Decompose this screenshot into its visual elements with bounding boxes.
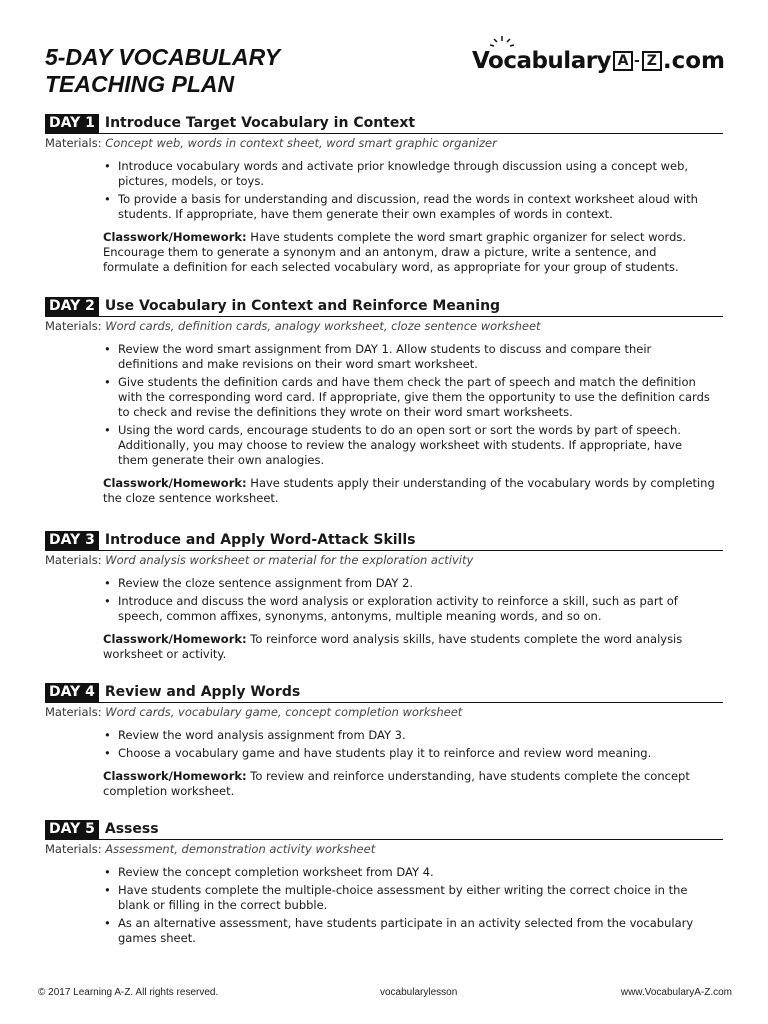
activity-list bbox=[103, 342, 715, 468]
classwork-homework bbox=[103, 230, 715, 275]
materials-line bbox=[45, 705, 723, 719]
classwork-text: To review and reinforce understanding, have students complete the concept completion worksheet. bbox=[103, 769, 690, 798]
day-badge: DAY 4 bbox=[45, 683, 99, 702]
day-2-section bbox=[45, 297, 723, 506]
logo-block-a-icon: A bbox=[613, 51, 633, 71]
day-title: Introduce and Apply Word-Attack Skills bbox=[104, 532, 416, 548]
classwork-label: Classwork/Homework: bbox=[103, 632, 247, 646]
day-title: Use Vocabulary in Context and Reinforce Meaning bbox=[104, 298, 501, 314]
classwork-text: Have students apply their understanding of the vocabulary words by completing the cloze sentence worksheet. bbox=[103, 476, 715, 505]
footer-copyright: © 2017 Learning A-Z. All rights reserved. bbox=[38, 987, 219, 998]
sparkle-icon bbox=[490, 36, 514, 48]
day-badge: DAY 1 bbox=[45, 114, 99, 133]
list-item: • Give students the definition cards and have them check the part of speech and match the definition with the corresponding word card. If appropriate, give them the opportunity to use the definition cards to check and revise the definitions they wrote on their word smart worksheets. bbox=[103, 375, 715, 420]
title-line-1: 5-DAY VOCABULARY bbox=[45, 44, 281, 70]
activity-list bbox=[103, 159, 715, 222]
classwork-text: Have students complete the word smart graphic organizer for select words. Encourage them to generate a synonym and an antonym, draw a picture, write a sentence, and formulate a definition for each selected vocabulary word, as appropriate for your group of students. bbox=[103, 230, 687, 274]
list-item: • Introduce and discuss the word analysis or exploration activity to reinforce a skill, such as part of speech, common affixes, synonyms, antonyms, multiple meaning words, and so on. bbox=[103, 594, 715, 624]
day-3-section bbox=[45, 531, 723, 662]
materials-value: Word cards, definition cards, analogy worksheet, cloze sentence worksheet bbox=[105, 319, 541, 333]
list-item: • Review the word analysis assignment from DAY 3. bbox=[103, 728, 715, 743]
classwork-label: Classwork/Homework: bbox=[103, 230, 247, 244]
day-title: Review and Apply Words bbox=[104, 684, 301, 700]
materials-value: Assessment, demonstration activity worksheet bbox=[105, 842, 376, 856]
logo-word: Vocabulary bbox=[471, 48, 612, 74]
classwork-homework bbox=[103, 476, 715, 506]
list-item: • Introduce vocabulary words and activate prior knowledge through discussion using a concept web, pictures, models, or toys. bbox=[103, 159, 715, 189]
materials-value: Word analysis worksheet or material for the exploration activity bbox=[105, 553, 474, 567]
activity-list bbox=[103, 728, 715, 761]
list-item: • To provide a basis for understanding and discussion, read the words in context worksheet aloud with students. If appropriate, have them generate their own examples of words in context. bbox=[103, 192, 715, 222]
day-4-section bbox=[45, 683, 723, 799]
classwork-label: Classwork/Homework: bbox=[103, 769, 247, 783]
list-item: • As an alternative assessment, have students participate in an activity selected from the vocabulary games sheet. bbox=[103, 916, 715, 946]
materials-label: Materials: bbox=[45, 842, 102, 856]
list-item: • Have students complete the multiple-choice assessment by either writing the correct choice in the blank or filling in the correct bubble. bbox=[103, 883, 715, 913]
materials-line bbox=[45, 842, 723, 856]
day-heading bbox=[45, 114, 723, 134]
logo-block-z-icon: Z bbox=[642, 51, 662, 71]
materials-line bbox=[45, 553, 723, 567]
list-item: • Review the concept completion worksheet from DAY 4. bbox=[103, 865, 715, 880]
day-heading bbox=[45, 531, 723, 551]
materials-value: Concept web, words in context sheet, word smart graphic organizer bbox=[105, 136, 497, 150]
day-title: Introduce Target Vocabulary in Context bbox=[104, 115, 416, 131]
classwork-label: Classwork/Homework: bbox=[103, 476, 247, 490]
footer-center-label: vocabularylesson bbox=[380, 987, 458, 998]
list-item: • Review the word smart assignment from DAY 1. Allow students to discuss and compare their definitions and make revisions on their word smart worksheet. bbox=[103, 342, 715, 372]
day-heading bbox=[45, 683, 723, 703]
day-1-section bbox=[45, 114, 723, 275]
materials-label: Materials: bbox=[45, 705, 102, 719]
logo-com: .com bbox=[662, 48, 725, 74]
day-badge: DAY 3 bbox=[45, 531, 99, 550]
day-badge: DAY 2 bbox=[45, 297, 99, 316]
list-item: • Using the word cards, encourage students to do an open sort or sort the words by part of speech. Additionally, you may choose to review the analogy worksheet with students. If appropriate, have them generate their own analogies. bbox=[103, 423, 715, 468]
day-badge: DAY 5 bbox=[45, 820, 99, 839]
materials-label: Materials: bbox=[45, 136, 102, 150]
classwork-homework bbox=[103, 769, 715, 799]
activity-list bbox=[103, 865, 715, 946]
activity-list bbox=[103, 576, 715, 624]
materials-label: Materials: bbox=[45, 319, 102, 333]
footer-url: www.VocabularyA-Z.com bbox=[620, 987, 732, 998]
logo-dash: - bbox=[634, 53, 640, 69]
list-item: • Review the cloze sentence assignment from DAY 2. bbox=[103, 576, 715, 591]
day-heading bbox=[45, 820, 723, 840]
materials-line bbox=[45, 136, 723, 150]
materials-line bbox=[45, 319, 723, 333]
materials-label: Materials: bbox=[45, 553, 102, 567]
day-heading bbox=[45, 297, 723, 317]
page-header bbox=[45, 44, 725, 100]
vocabulary-az-logo bbox=[472, 48, 725, 74]
day-5-section bbox=[45, 820, 723, 949]
classwork-homework bbox=[103, 632, 715, 662]
day-title: Assess bbox=[104, 821, 159, 837]
title-line-2: TEACHING PLAN bbox=[45, 71, 235, 97]
list-item: • Choose a vocabulary game and have students play it to reinforce and review word meaning. bbox=[103, 746, 715, 761]
materials-value: Word cards, vocabulary game, concept completion worksheet bbox=[105, 705, 463, 719]
classwork-text: To reinforce word analysis skills, have students complete the word analysis worksheet or activity. bbox=[103, 632, 683, 661]
